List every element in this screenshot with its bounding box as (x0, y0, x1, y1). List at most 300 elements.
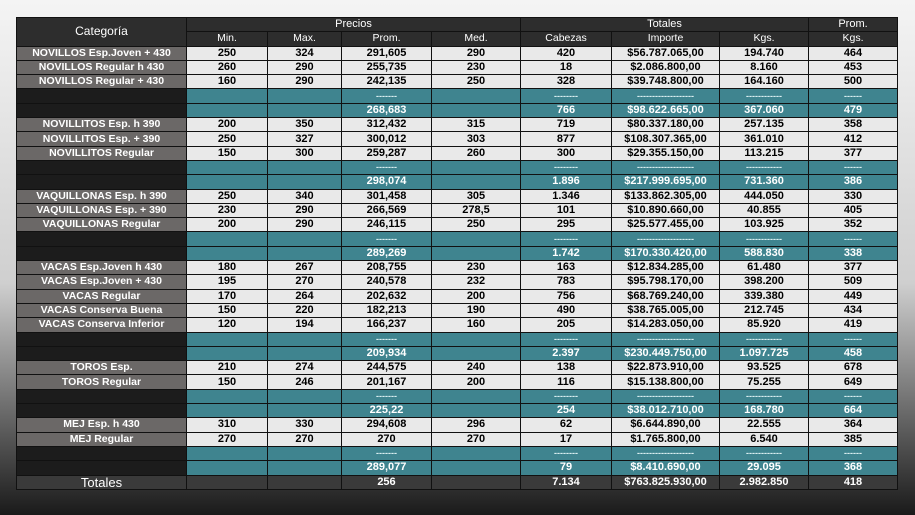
value-cell: 385 (809, 432, 898, 446)
col-header-prom-kgs: Kgs. (809, 32, 898, 46)
value-cell: 200 (432, 375, 521, 389)
value-cell: $108.307.365,00 (612, 132, 720, 146)
totals-cell: $763.825.930,00 (612, 475, 720, 489)
separator-cell: ------------ (720, 446, 809, 460)
subtotal-cell: 1.896 (521, 175, 612, 189)
value-cell: $56.787.065,00 (612, 46, 720, 60)
value-cell: 170 (187, 289, 268, 303)
value-cell: 220 (268, 303, 342, 317)
subtotal-cell (432, 103, 521, 117)
value-cell: 291,605 (342, 46, 432, 60)
value-cell: $15.138.800,00 (612, 375, 720, 389)
value-cell: 230 (432, 261, 521, 275)
value-cell: $12.834.285,00 (612, 261, 720, 275)
subtotal-cell: 338 (809, 246, 898, 260)
col-header-max: Max. (268, 32, 342, 46)
value-cell: 364 (809, 418, 898, 432)
table-row (17, 361, 898, 375)
value-cell: 264 (268, 289, 342, 303)
separator-cell: ------------------- (612, 389, 720, 403)
separator-cell: ------- (342, 89, 432, 103)
value-cell: 200 (187, 118, 268, 132)
separator-row (17, 232, 898, 246)
separator-cell: -------- (521, 89, 612, 103)
separator-cell: ------ (809, 89, 898, 103)
value-cell: 303 (432, 132, 521, 146)
value-cell: 250 (187, 132, 268, 146)
value-cell: 163 (521, 261, 612, 275)
value-cell: 295 (521, 218, 612, 232)
value-cell: 40.855 (720, 203, 809, 217)
separator-cell (268, 332, 342, 346)
category-blank (17, 246, 187, 260)
separator-cell (432, 332, 521, 346)
separator-cell (268, 232, 342, 246)
table-row (17, 146, 898, 160)
value-cell: 330 (268, 418, 342, 432)
subtotal-cell (432, 175, 521, 189)
subtotal-row (17, 246, 898, 260)
table-row (17, 203, 898, 217)
value-cell: 420 (521, 46, 612, 60)
subtotal-row (17, 461, 898, 475)
totals-cell (187, 475, 268, 489)
table-body (17, 46, 898, 475)
subtotal-cell: 225,22 (342, 404, 432, 418)
value-cell: 301,458 (342, 189, 432, 203)
value-cell: 259,287 (342, 146, 432, 160)
value-cell: 180 (187, 261, 268, 275)
value-cell: 270 (342, 432, 432, 446)
value-cell: 194.740 (720, 46, 809, 60)
value-cell: 315 (432, 118, 521, 132)
subtotal-row (17, 346, 898, 360)
table-row (17, 60, 898, 74)
value-cell: 300,012 (342, 132, 432, 146)
category-label: NOVILLITOS Esp. h 390 (17, 118, 187, 132)
value-cell: $39.748.800,00 (612, 75, 720, 89)
value-cell: 202,632 (342, 289, 432, 303)
value-cell: 649 (809, 375, 898, 389)
value-cell: 210 (187, 361, 268, 375)
value-cell: 93.525 (720, 361, 809, 375)
value-cell: 449 (809, 289, 898, 303)
value-cell: 113.215 (720, 146, 809, 160)
value-cell: 85.920 (720, 318, 809, 332)
subtotal-cell: $38.012.710,00 (612, 404, 720, 418)
separator-cell (432, 232, 521, 246)
value-cell: 208,755 (342, 261, 432, 275)
value-cell: 205 (521, 318, 612, 332)
value-cell: 330 (809, 189, 898, 203)
subtotal-cell: 168.780 (720, 404, 809, 418)
separator-cell: ------------ (720, 232, 809, 246)
category-blank (17, 89, 187, 103)
category-blank (17, 160, 187, 174)
separator-cell: ------- (342, 389, 432, 403)
subtotal-cell: 386 (809, 175, 898, 189)
value-cell: $6.644.890,00 (612, 418, 720, 432)
separator-cell (432, 389, 521, 403)
value-cell: 232 (432, 275, 521, 289)
value-cell: 201,167 (342, 375, 432, 389)
value-cell: 267 (268, 261, 342, 275)
separator-cell: ------------ (720, 332, 809, 346)
totals-cell: 418 (809, 475, 898, 489)
value-cell: $14.283.050,00 (612, 318, 720, 332)
separator-row (17, 389, 898, 403)
separator-cell: ------- (342, 232, 432, 246)
separator-cell (268, 160, 342, 174)
separator-cell: ------------------- (612, 89, 720, 103)
separator-cell: -------- (521, 232, 612, 246)
col-header-prom: Prom. (342, 32, 432, 46)
value-cell: 244,575 (342, 361, 432, 375)
value-cell: $80.337.180,00 (612, 118, 720, 132)
totals-cell (432, 475, 521, 489)
value-cell: 257.135 (720, 118, 809, 132)
table-row (17, 375, 898, 389)
value-cell: 22.555 (720, 418, 809, 432)
value-cell: 246 (268, 375, 342, 389)
totales-header: Totales (521, 18, 809, 32)
separator-cell: ------------------- (612, 332, 720, 346)
table-row (17, 46, 898, 60)
category-label: VACAS Conserva Inferior (17, 318, 187, 332)
value-cell: 250 (187, 189, 268, 203)
value-cell: $2.086.800,00 (612, 60, 720, 74)
totals-cell: 7.134 (521, 475, 612, 489)
value-cell: 250 (432, 218, 521, 232)
value-cell: 242,135 (342, 75, 432, 89)
table-row (17, 418, 898, 432)
value-cell: 270 (187, 432, 268, 446)
value-cell: 150 (187, 303, 268, 317)
totals-label: Totales (17, 475, 187, 489)
prom-header: Prom. (809, 18, 898, 32)
value-cell: 75.255 (720, 375, 809, 389)
separator-cell: -------- (521, 389, 612, 403)
value-cell: 270 (432, 432, 521, 446)
value-cell: 103.925 (720, 218, 809, 232)
value-cell: 255,735 (342, 60, 432, 74)
value-cell: 305 (432, 189, 521, 203)
value-cell: 274 (268, 361, 342, 375)
category-label: VACAS Regular (17, 289, 187, 303)
separator-cell: ------------------- (612, 232, 720, 246)
value-cell: 412 (809, 132, 898, 146)
value-cell: 1.346 (521, 189, 612, 203)
value-cell: 377 (809, 146, 898, 160)
subtotal-cell (187, 346, 268, 360)
value-cell: 250 (432, 75, 521, 89)
category-label: MEJ Regular (17, 432, 187, 446)
subtotal-row (17, 175, 898, 189)
separator-row (17, 446, 898, 460)
value-cell: 290 (268, 60, 342, 74)
value-cell: 783 (521, 275, 612, 289)
separator-cell: -------- (521, 160, 612, 174)
category-label: VACAS Esp.Joven + 430 (17, 275, 187, 289)
col-header-importe: Importe (612, 32, 720, 46)
col-header-cabezas: Cabezas (521, 32, 612, 46)
value-cell: 61.480 (720, 261, 809, 275)
subtotal-cell: 29.095 (720, 461, 809, 475)
table-row (17, 132, 898, 146)
subtotal-cell (432, 346, 521, 360)
subtotal-cell: 588.830 (720, 246, 809, 260)
category-label: TOROS Esp. (17, 361, 187, 375)
category-blank (17, 175, 187, 189)
col-header-min: Min. (187, 32, 268, 46)
value-cell: $1.765.800,00 (612, 432, 720, 446)
separator-cell: ------ (809, 446, 898, 460)
category-label: VACAS Conserva Buena (17, 303, 187, 317)
value-cell: 212.745 (720, 303, 809, 317)
value-cell: 230 (187, 203, 268, 217)
subtotal-cell (432, 461, 521, 475)
value-cell: 340 (268, 189, 342, 203)
value-cell: 350 (268, 118, 342, 132)
category-blank (17, 332, 187, 346)
separator-cell: ------------ (720, 89, 809, 103)
category-blank (17, 232, 187, 246)
value-cell: 194 (268, 318, 342, 332)
value-cell: 260 (432, 146, 521, 160)
subtotal-cell (268, 103, 342, 117)
value-cell: 164.160 (720, 75, 809, 89)
separator-cell (268, 446, 342, 460)
separator-cell: ------- (342, 332, 432, 346)
category-blank (17, 103, 187, 117)
subtotal-cell: $170.330.420,00 (612, 246, 720, 260)
value-cell: 328 (521, 75, 612, 89)
table-row (17, 75, 898, 89)
category-label: TOROS Regular (17, 375, 187, 389)
value-cell: 138 (521, 361, 612, 375)
value-cell: 195 (187, 275, 268, 289)
value-cell: 877 (521, 132, 612, 146)
separator-cell (268, 89, 342, 103)
value-cell: $38.765.005,00 (612, 303, 720, 317)
separator-cell: ------------------- (612, 446, 720, 460)
category-label: NOVILLITOS Regular (17, 146, 187, 160)
category-label: NOVILLOS Esp.Joven + 430 (17, 46, 187, 60)
value-cell: 62 (521, 418, 612, 432)
subtotal-cell: 298,074 (342, 175, 432, 189)
value-cell: 160 (432, 318, 521, 332)
subtotal-cell (268, 246, 342, 260)
category-blank (17, 461, 187, 475)
separator-row (17, 332, 898, 346)
table-row (17, 303, 898, 317)
category-label: NOVILLOS Regular + 430 (17, 75, 187, 89)
category-label: VAQUILLONAS Regular (17, 218, 187, 232)
separator-cell: ------ (809, 389, 898, 403)
table-row (17, 318, 898, 332)
subtotal-cell: 289,077 (342, 461, 432, 475)
value-cell: 500 (809, 75, 898, 89)
separator-cell (432, 446, 521, 460)
value-cell: 719 (521, 118, 612, 132)
value-cell: 300 (268, 146, 342, 160)
value-cell: 490 (521, 303, 612, 317)
value-cell: 453 (809, 60, 898, 74)
subtotal-cell: 766 (521, 103, 612, 117)
value-cell: $68.769.240,00 (612, 289, 720, 303)
value-cell: $133.862.305,00 (612, 189, 720, 203)
value-cell: 296 (432, 418, 521, 432)
value-cell: $10.890.660,00 (612, 203, 720, 217)
value-cell: 290 (268, 75, 342, 89)
subtotal-row (17, 103, 898, 117)
subtotal-cell: $217.999.695,00 (612, 175, 720, 189)
subtotal-cell: 664 (809, 404, 898, 418)
value-cell: 278,5 (432, 203, 521, 217)
category-label: NOVILLOS Regular h 430 (17, 60, 187, 74)
value-cell: 200 (187, 218, 268, 232)
separator-cell: -------- (521, 332, 612, 346)
category-blank (17, 446, 187, 460)
table-row (17, 189, 898, 203)
subtotal-cell (187, 404, 268, 418)
separator-cell: ------------ (720, 389, 809, 403)
value-cell: 419 (809, 318, 898, 332)
value-cell: 464 (809, 46, 898, 60)
separator-cell (268, 389, 342, 403)
subtotal-cell (268, 175, 342, 189)
value-cell: 6.540 (720, 432, 809, 446)
value-cell: 101 (521, 203, 612, 217)
col-header-kgs: Kgs. (720, 32, 809, 46)
precios-header: Precios (187, 18, 521, 32)
value-cell: 290 (268, 218, 342, 232)
value-cell: $25.577.455,00 (612, 218, 720, 232)
category-label: VAQUILLONAS Esp. + 390 (17, 203, 187, 217)
value-cell: 358 (809, 118, 898, 132)
subtotal-cell: 2.397 (521, 346, 612, 360)
totals-cell (268, 475, 342, 489)
value-cell: 310 (187, 418, 268, 432)
separator-cell: ------------------- (612, 160, 720, 174)
subtotal-cell (268, 461, 342, 475)
totals-row (17, 475, 898, 489)
subtotal-row (17, 404, 898, 418)
value-cell: 756 (521, 289, 612, 303)
subtotal-cell: 367.060 (720, 103, 809, 117)
value-cell: 352 (809, 218, 898, 232)
totals-cell: 256 (342, 475, 432, 489)
value-cell: 434 (809, 303, 898, 317)
value-cell: 405 (809, 203, 898, 217)
subtotal-cell: 289,269 (342, 246, 432, 260)
value-cell: 190 (432, 303, 521, 317)
separator-cell (187, 389, 268, 403)
value-cell: 339.380 (720, 289, 809, 303)
subtotal-cell (187, 461, 268, 475)
table-row (17, 218, 898, 232)
subtotal-cell (187, 246, 268, 260)
col-header-med: Med. (432, 32, 521, 46)
livestock-price-table (16, 17, 898, 490)
category-label: MEJ Esp. h 430 (17, 418, 187, 432)
category-label: VACAS Esp.Joven h 430 (17, 261, 187, 275)
value-cell: 150 (187, 375, 268, 389)
value-cell: 444.050 (720, 189, 809, 203)
separator-cell: ------ (809, 332, 898, 346)
category-blank (17, 404, 187, 418)
separator-cell: -------- (521, 446, 612, 460)
subtotal-cell: $98.622.665,00 (612, 103, 720, 117)
value-cell: 270 (268, 275, 342, 289)
subtotal-cell (432, 246, 521, 260)
table-row (17, 275, 898, 289)
subtotal-cell: 268,683 (342, 103, 432, 117)
value-cell: 240 (432, 361, 521, 375)
value-cell: 300 (521, 146, 612, 160)
value-cell: 166,237 (342, 318, 432, 332)
subtotal-cell (268, 404, 342, 418)
subtotal-cell: 1.097.725 (720, 346, 809, 360)
value-cell: 290 (268, 203, 342, 217)
separator-cell (187, 232, 268, 246)
subtotal-cell (268, 346, 342, 360)
subtotal-cell: $8.410.690,00 (612, 461, 720, 475)
value-cell: $29.355.150,00 (612, 146, 720, 160)
table-row (17, 432, 898, 446)
table-row (17, 118, 898, 132)
value-cell: 160 (187, 75, 268, 89)
separator-cell: ------ (809, 160, 898, 174)
value-cell: 398.200 (720, 275, 809, 289)
table-row (17, 289, 898, 303)
separator-cell (432, 160, 521, 174)
separator-cell (187, 160, 268, 174)
separator-cell (432, 89, 521, 103)
subtotal-cell: $230.449.750,00 (612, 346, 720, 360)
value-cell: 116 (521, 375, 612, 389)
separator-cell (187, 446, 268, 460)
category-blank (17, 389, 187, 403)
subtotal-cell: 79 (521, 461, 612, 475)
subtotal-cell: 458 (809, 346, 898, 360)
category-label: NOVILLITOS Esp. + 390 (17, 132, 187, 146)
table-row (17, 261, 898, 275)
value-cell: 250 (187, 46, 268, 60)
value-cell: 182,213 (342, 303, 432, 317)
value-cell: 324 (268, 46, 342, 60)
subtotal-cell: 209,934 (342, 346, 432, 360)
separator-row (17, 89, 898, 103)
separator-cell (187, 89, 268, 103)
category-blank (17, 346, 187, 360)
value-cell: 377 (809, 261, 898, 275)
value-cell: 266,569 (342, 203, 432, 217)
value-cell: 8.160 (720, 60, 809, 74)
separator-cell: ------------ (720, 160, 809, 174)
value-cell: 294,608 (342, 418, 432, 432)
subtotal-cell (432, 404, 521, 418)
subtotal-cell: 368 (809, 461, 898, 475)
value-cell: 120 (187, 318, 268, 332)
separator-cell: ------- (342, 160, 432, 174)
value-cell: 150 (187, 146, 268, 160)
value-cell: 509 (809, 275, 898, 289)
value-cell: 18 (521, 60, 612, 74)
header-row-groups (17, 18, 898, 32)
value-cell: $22.873.910,00 (612, 361, 720, 375)
category-label: VAQUILLONAS Esp. h 390 (17, 189, 187, 203)
